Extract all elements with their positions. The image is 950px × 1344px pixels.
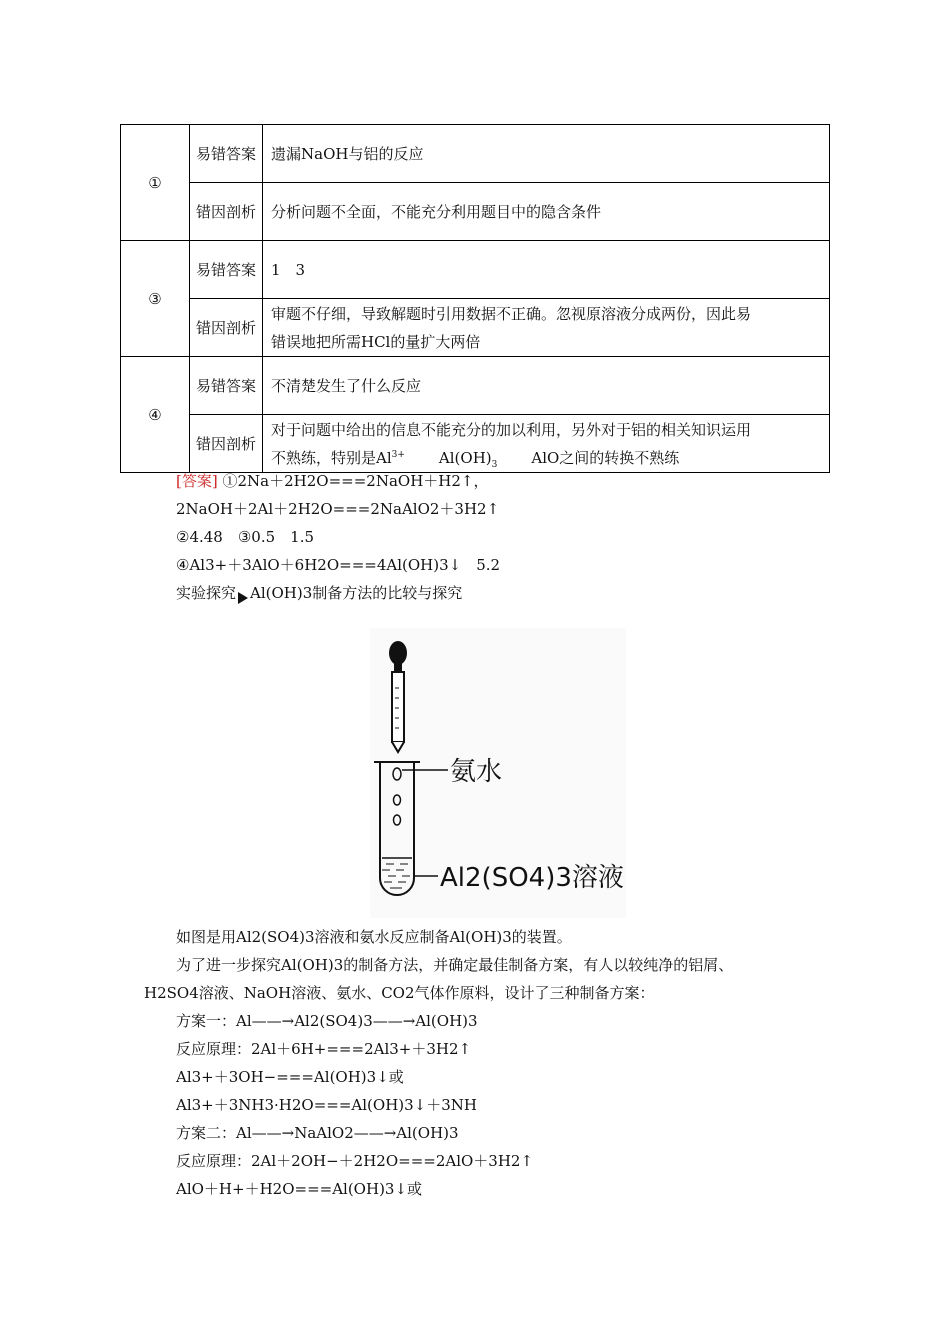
answer-tag: [答案]	[176, 472, 218, 490]
answer-line-1	[176, 470, 488, 492]
answer-line-2: 2NaOH＋2Al＋2H2O===2NaAlO2＋3H2↑	[176, 500, 500, 518]
body-paragraph-1: 如图是用Al2(SO4)3溶液和氨水反应制备Al(OH)3的装置。	[176, 928, 572, 946]
dropper-bulb	[389, 641, 407, 665]
drop	[394, 795, 401, 805]
ammonia-label: 氨水	[450, 757, 503, 787]
body-paragraph-2-line-1: 为了进一步探究Al(OH)3的制备方法，并确定最佳制备方案，有人以较纯净的铝屑、	[176, 956, 734, 974]
dropper-test-tube-diagram	[370, 628, 626, 918]
scheme-1-reaction-2: Al3+＋3OH−===Al(OH)3↓或	[176, 1068, 404, 1086]
answer-line-3: ②4.48 ③0.5 1.5	[176, 528, 315, 546]
row-number: ①	[121, 125, 190, 241]
error-cause-label: 错因剖析	[190, 299, 263, 357]
scheme-2: 方案二：Al——→NaAlO2——→Al(OH)3	[176, 1124, 459, 1142]
dropper-tube	[392, 672, 404, 742]
solution-label: Al2(SO4)3溶液	[440, 863, 624, 893]
triangle-icon	[238, 592, 248, 604]
drop	[393, 768, 401, 780]
scheme-2-reaction-2: AlO＋H+＋H2O===Al(OH)3↓或	[176, 1180, 423, 1198]
experiment-title: Al(OH)3制备方法的比较与探究	[250, 584, 463, 602]
row-number: ④	[121, 357, 190, 473]
error-cause-text: 分析问题不全面，不能充分利用题目中的隐含条件	[263, 183, 830, 241]
error-cause-label: 错因剖析	[190, 415, 263, 473]
error-cause-line: 审题不仔细，导致解题时引用数据不正确。忽视原溶液分成两份，因此易	[271, 304, 752, 323]
wrong-answer-text: 遗漏NaOH与铝的反应	[263, 125, 830, 183]
error-cause-text	[263, 299, 830, 357]
error-cause-line: 不熟练，特别是$Al^{3+}$ $Al(OH)_3$ AlO之间的转换不熟练	[271, 448, 680, 470]
wrong-answer-label: 易错答案	[190, 125, 263, 183]
row-number: ③	[121, 241, 190, 357]
error-cause-line: 对于问题中给出的信息不能充分的加以利用，另外对于铝的相关知识运用	[271, 420, 752, 439]
wrong-answer-label: 易错答案	[190, 357, 263, 415]
scheme-1: 方案一：Al——→Al2(SO4)3——→Al(OH)3	[176, 1012, 478, 1030]
test-tube	[380, 762, 414, 895]
scheme-1-reaction-3: Al3+＋3NH3·H2O===Al(OH)3↓＋3NH	[176, 1096, 478, 1114]
error-cause-line: 错误地把所需HCl的量扩大两倍	[271, 332, 481, 351]
answer-equation: ①2Na＋2H2O===2NaOH＋H2↑，	[222, 472, 489, 490]
experiment-heading	[176, 582, 462, 604]
wrong-answer-text: 1 3	[263, 241, 830, 299]
body-paragraph-2-line-2: H2SO4溶液、NaOH溶液、氨水、CO2气体作原料，设计了三种制备方案：	[144, 984, 655, 1002]
wrong-answer-text: 不清楚发生了什么反应	[263, 357, 830, 415]
error-analysis-table	[120, 124, 830, 473]
drop	[394, 815, 401, 825]
scheme-2-reaction-1: 反应原理：2Al＋2OH−＋2H2O===2AlO＋3H2↑	[176, 1152, 534, 1170]
error-cause-label: 错因剖析	[190, 183, 263, 241]
answer-line-4: ④Al3+＋3AlO＋6H2O===4Al(OH)3↓ 5.2	[176, 556, 501, 574]
wrong-answer-label: 易错答案	[190, 241, 263, 299]
experiment-prefix: 实验探究	[176, 584, 237, 602]
scheme-1-reaction-1: 反应原理：2Al＋6H+===2Al3+＋3H2↑	[176, 1040, 472, 1058]
error-cause-text	[263, 415, 830, 473]
apparatus-figure	[370, 628, 626, 918]
